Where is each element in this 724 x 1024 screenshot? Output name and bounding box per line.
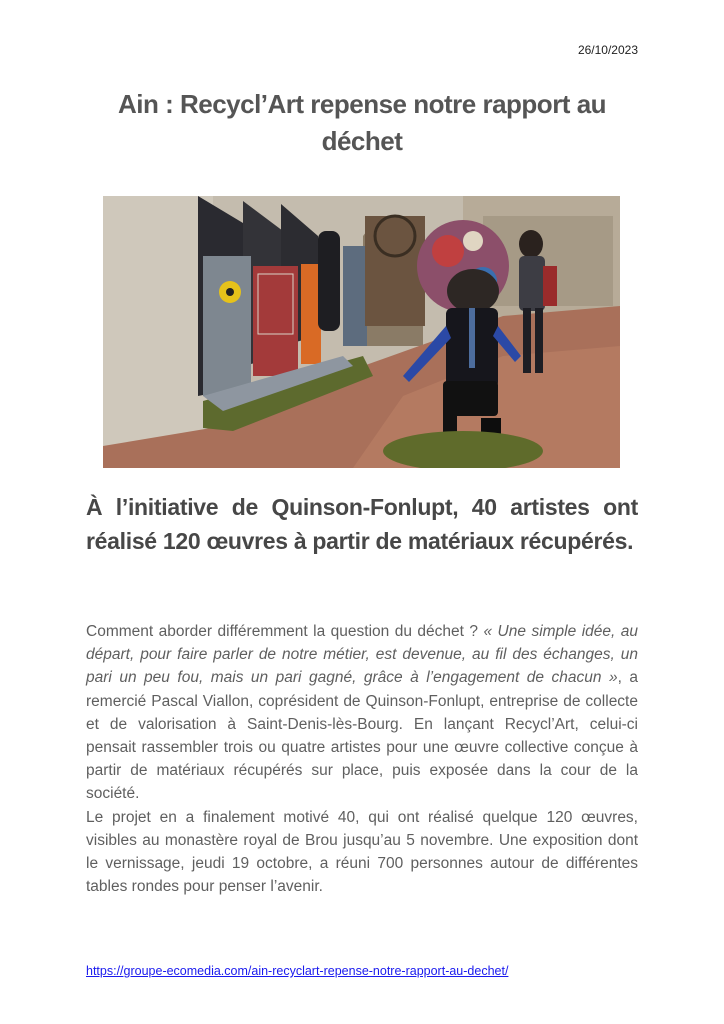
source-link[interactable]: https://groupe-ecomedia.com/ain-recyclart-repense-notre-rapport-au-dechet/ bbox=[86, 964, 509, 978]
article-body bbox=[86, 620, 638, 898]
article-title: Ain : Recycl’Art repense notre rapport au déchet bbox=[117, 89, 607, 156]
paragraph-1-rest: , a remercié Pascal Viallon, coprésident de Quinson-Fonlupt, entreprise de collecte et de valorisation à Saint-Denis-lès-Bourg. En lançant Recycl’Art, celui-ci pensait rassembler trois ou quatre artistes pour une œuvre collective conçue à partir de matériaux récupérés sur place, puis exposée dans la cour de la société. bbox=[86, 669, 639, 803]
paragraph-1 bbox=[86, 620, 638, 806]
paragraph-1-intro: Comment aborder différemment la question du déchet ? bbox=[86, 623, 484, 640]
article-date: 26/10/2023 bbox=[577, 43, 638, 57]
paragraph-2: Le projet en a finalement motivé 40, qui ont réalisé quelque 120 œuvres, visibles au monastère royal de Brou jusqu’au 5 novembre. Une exposition dont le vernissage, jeudi 19 octobre, a réuni 700 personnes autour de différentes tables rondes pour penser l’avenir. bbox=[86, 808, 638, 896]
article-subtitle: À l’initiative de Quinson-Fonlupt, 40 artistes ont réalisé 120 œuvres à partir de matériaux récupérés. bbox=[86, 494, 638, 554]
paragraph-1-quote: « Une simple idée, au départ, pour faire parler de notre métier, est devenue, au fil des échanges, un pari un peu fou, mais un pari gagné, grâce à l’engagement de chacun » bbox=[86, 623, 638, 687]
article-photo bbox=[103, 196, 620, 468]
